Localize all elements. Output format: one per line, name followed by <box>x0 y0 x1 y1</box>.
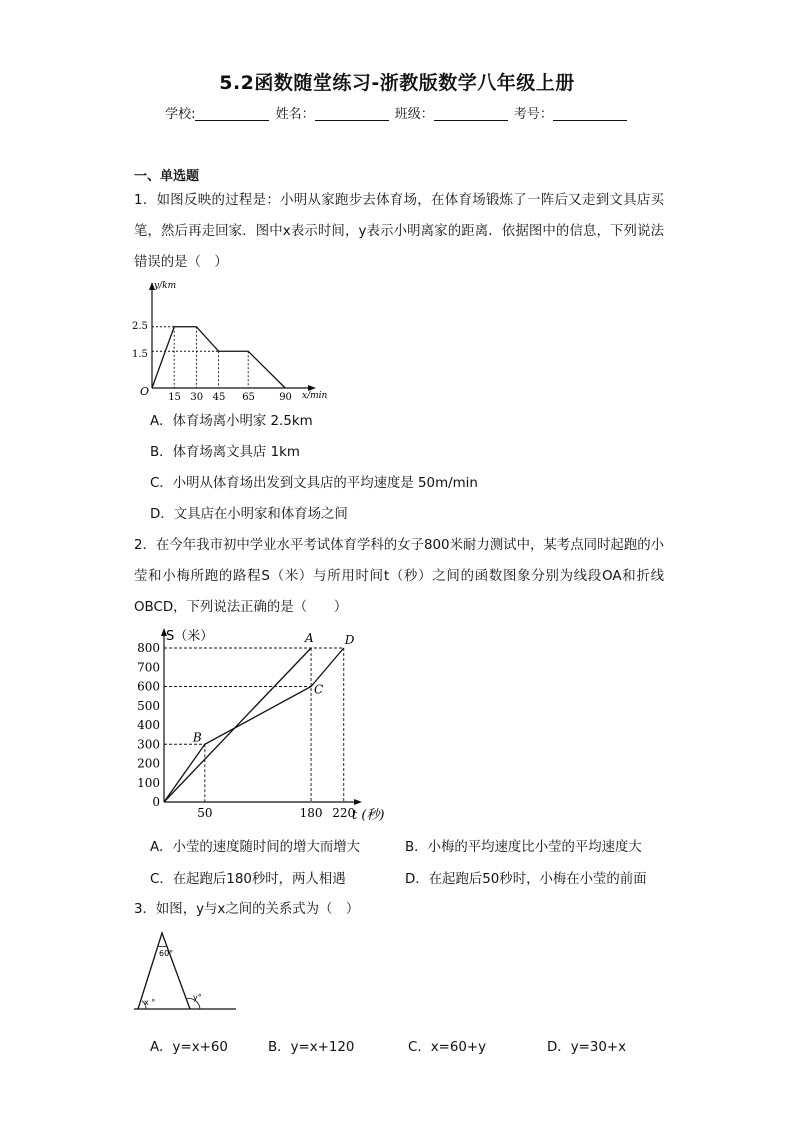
q2-point-d-label: D <box>344 633 355 647</box>
class-blank[interactable] <box>434 106 508 121</box>
q2-xtick-180: 180 <box>299 806 323 820</box>
q2-ytick-300: 300 <box>137 737 160 752</box>
q1-ytick-2-5: 2.5 <box>132 321 148 332</box>
q1-option-a[interactable]: A．体育场离小明家 2.5km <box>150 414 313 429</box>
q3-angle-y-label: y° <box>193 993 202 1002</box>
section-heading: 一、单选题 <box>134 169 200 184</box>
q1-xtick-15: 15 <box>168 392 181 403</box>
q3-option-c[interactable]: C．x=60+y <box>408 1040 487 1055</box>
q2-x-label: t (秒) <box>352 808 385 823</box>
exam-number-label: 考号： <box>513 107 553 122</box>
q2-ytick-500: 500 <box>137 698 160 713</box>
q3-option-a[interactable]: A．y=x+60 <box>150 1040 228 1055</box>
q2-ytick-800: 800 <box>137 641 160 655</box>
q1-option-d[interactable]: D．文具店在小明家和体育场之间 <box>150 507 348 522</box>
question-1-text: 1．如图反映的过程是：小明从家跑步去体育场，在体育场锻炼了一阵后又走到文具店买笔，然后再走回家．图中x表示时间，y表示小明离家的距离．依据图中的信息，下列说法错误的是（ ） <box>134 193 664 270</box>
question-3-triangle-figure <box>132 925 242 1015</box>
question-3-text: 3．如图，y与x之间的关系式为（ ） <box>134 902 360 917</box>
q2-y-label: S（米） <box>166 629 214 644</box>
student-info-row <box>0 103 794 122</box>
q3-angle-60-label: 60° <box>159 949 174 958</box>
q3-option-b[interactable]: B．y=x+120 <box>268 1040 355 1055</box>
school-label: 学校: <box>165 107 196 122</box>
q1-origin-label: O <box>140 385 150 398</box>
q1-option-c[interactable]: C．小明从体育场出发到文具店的平均速度是 50m/min <box>150 476 478 491</box>
exam-number-blank[interactable] <box>553 106 627 121</box>
school-blank[interactable] <box>195 106 269 121</box>
q1-y-label: y/km <box>154 281 177 291</box>
class-label: 班级： <box>394 107 434 122</box>
q1-x-label: x/min <box>302 391 328 401</box>
q1-xtick-45: 45 <box>212 392 226 403</box>
q2-ytick-700: 700 <box>137 660 160 675</box>
q2-option-d[interactable]: D．在起跑后50秒时，小梅在小莹的前面 <box>405 872 647 887</box>
q1-ytick-1-5: 1.5 <box>132 349 148 360</box>
q2-line-obcd <box>164 648 344 802</box>
q2-option-c[interactable]: C．在起跑后180秒时，两人相遇 <box>150 872 346 887</box>
q2-ytick-600: 600 <box>137 679 160 694</box>
name-label: 姓名： <box>275 107 315 122</box>
question-2-graph <box>124 628 394 828</box>
q1-xtick-30: 30 <box>190 392 204 403</box>
q1-option-b[interactable]: B．体育场离文具店 1km <box>150 445 300 460</box>
q2-option-a[interactable]: A．小莹的速度随时间的增大而增大 <box>150 840 361 855</box>
q2-ytick-0: 0 <box>152 795 160 809</box>
question-1-graph <box>132 278 342 403</box>
q1-distance-line <box>152 327 285 388</box>
q2-ytick-400: 400 <box>137 718 160 732</box>
q3-option-d[interactable]: D．y=30+x <box>547 1040 627 1055</box>
q1-xtick-90: 90 <box>279 392 292 403</box>
q1-xtick-65: 65 <box>242 392 255 403</box>
q2-xtick-220: 220 <box>332 806 356 820</box>
q2-point-a-label: A <box>305 631 314 645</box>
question-2-text: 2．在今年我市初中学业水平考试体育学科的女子800米耐力测试中，某考点同时起跑的小莹和小梅所跑的路程S（米）与所用时间t（秒）之间的函数图象分别为线段OA和折线OBCD，下列说法正确的是（ ） <box>134 538 664 615</box>
page-title: 5.2函数随堂练习-浙教版数学八年级上册 <box>219 72 575 94</box>
q2-ytick-200: 200 <box>137 756 160 771</box>
q2-line-oa <box>164 648 311 802</box>
q3-angle-x-label: x ° <box>144 998 156 1007</box>
q2-point-b-label: B <box>192 730 202 745</box>
q2-xtick-50: 50 <box>197 806 213 820</box>
name-blank[interactable] <box>315 106 389 121</box>
q2-option-b[interactable]: B．小梅的平均速度比小莹的平均速度大 <box>405 840 642 855</box>
q2-ytick-100: 100 <box>137 775 160 790</box>
q2-axes <box>161 628 362 805</box>
q2-point-c-label: C <box>314 682 324 697</box>
